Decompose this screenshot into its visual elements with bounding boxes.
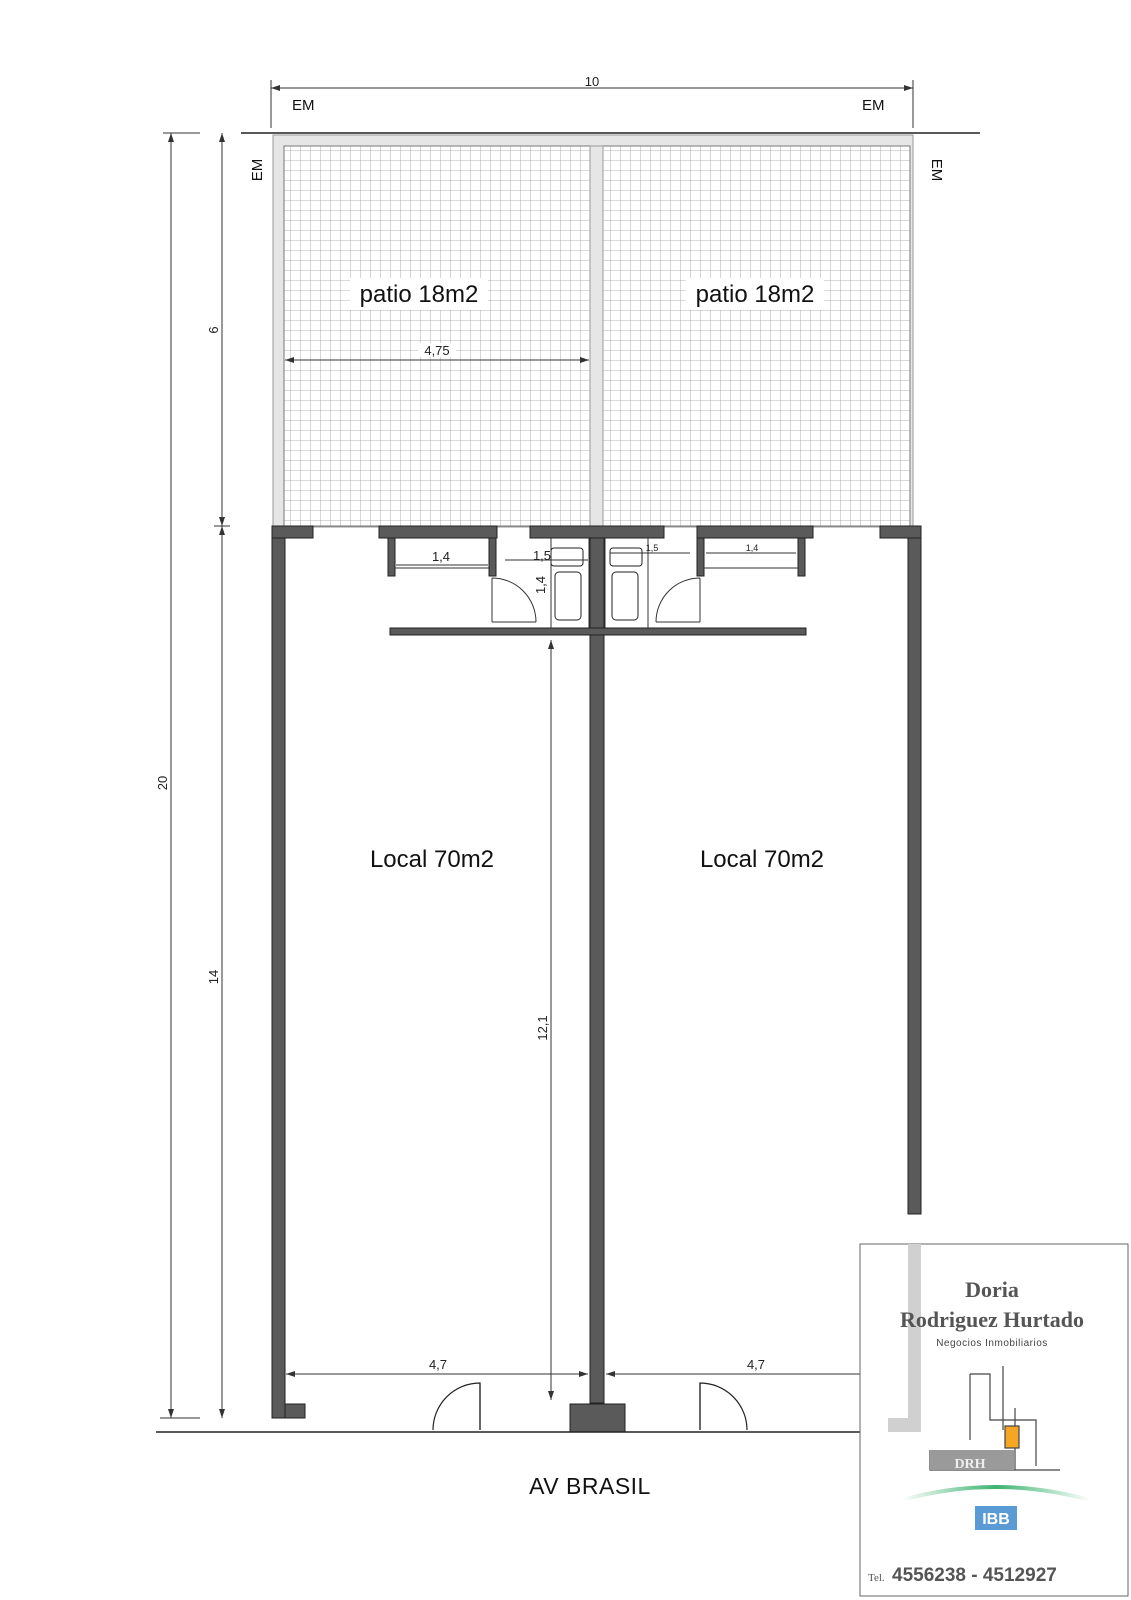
- patio-area: [273, 135, 913, 527]
- dimension-front-left: [286, 1357, 588, 1377]
- bath-center-width: 1,5: [532, 548, 552, 563]
- patio-left-label: patio 18m2: [359, 281, 479, 308]
- patio-right-label-box: [686, 278, 824, 310]
- dimension-depth-total: [155, 133, 200, 1418]
- logo-name-line1: Doria: [965, 1277, 1019, 1302]
- dimension-depth-total-label: 20: [155, 775, 170, 791]
- bath-left-width: 1,4: [431, 549, 451, 564]
- dimension-local-inner-depth-label: 12,1: [535, 1015, 550, 1041]
- bath-depth: 1,4: [533, 575, 548, 595]
- dimension-depth-split: [206, 133, 230, 1418]
- logo-tel-prefix: Tel.: [868, 1572, 885, 1584]
- logo-name-line2: Rodriguez Hurtado: [900, 1307, 1084, 1332]
- em-top-left: EM: [292, 97, 315, 114]
- em-side-left: EM: [249, 158, 266, 182]
- em-side-right: EM: [928, 158, 945, 182]
- dimension-width-total: [271, 74, 913, 128]
- dimension-patio-width-label: 4,75: [424, 343, 450, 358]
- dimension-front-left-label: 4,7: [428, 1357, 448, 1372]
- walls: [272, 526, 921, 1432]
- bath-right-small-1: 1,5: [645, 543, 659, 553]
- logo-subtitle: Negocios Inmobiliarios: [936, 1338, 1048, 1349]
- patio-right-label: patio 18m2: [695, 281, 815, 308]
- dimension-patio-depth-label: 6: [206, 326, 221, 334]
- dimension-local-inner-depth: [535, 640, 554, 1400]
- local-right-label: Local 70m2: [699, 846, 825, 873]
- street-label: AV BRASIL: [529, 1473, 651, 1499]
- dimension-local-depth-label: 14: [206, 969, 221, 985]
- agency-logo: [860, 1244, 1128, 1596]
- bath-right-small-2: 1,4: [745, 543, 759, 553]
- em-top-right: EM: [862, 97, 885, 114]
- logo-monogram: DRH: [954, 1457, 986, 1472]
- logo-tel-numbers: 4556238 - 4512927: [892, 1565, 1057, 1586]
- dimension-width-label: 10: [584, 74, 600, 89]
- dimension-front-right-label: 4,7: [746, 1357, 766, 1372]
- logo-badge: IBB: [982, 1511, 1010, 1528]
- patio-left-label-box: [350, 278, 488, 310]
- local-left-label: Local 70m2: [369, 846, 495, 873]
